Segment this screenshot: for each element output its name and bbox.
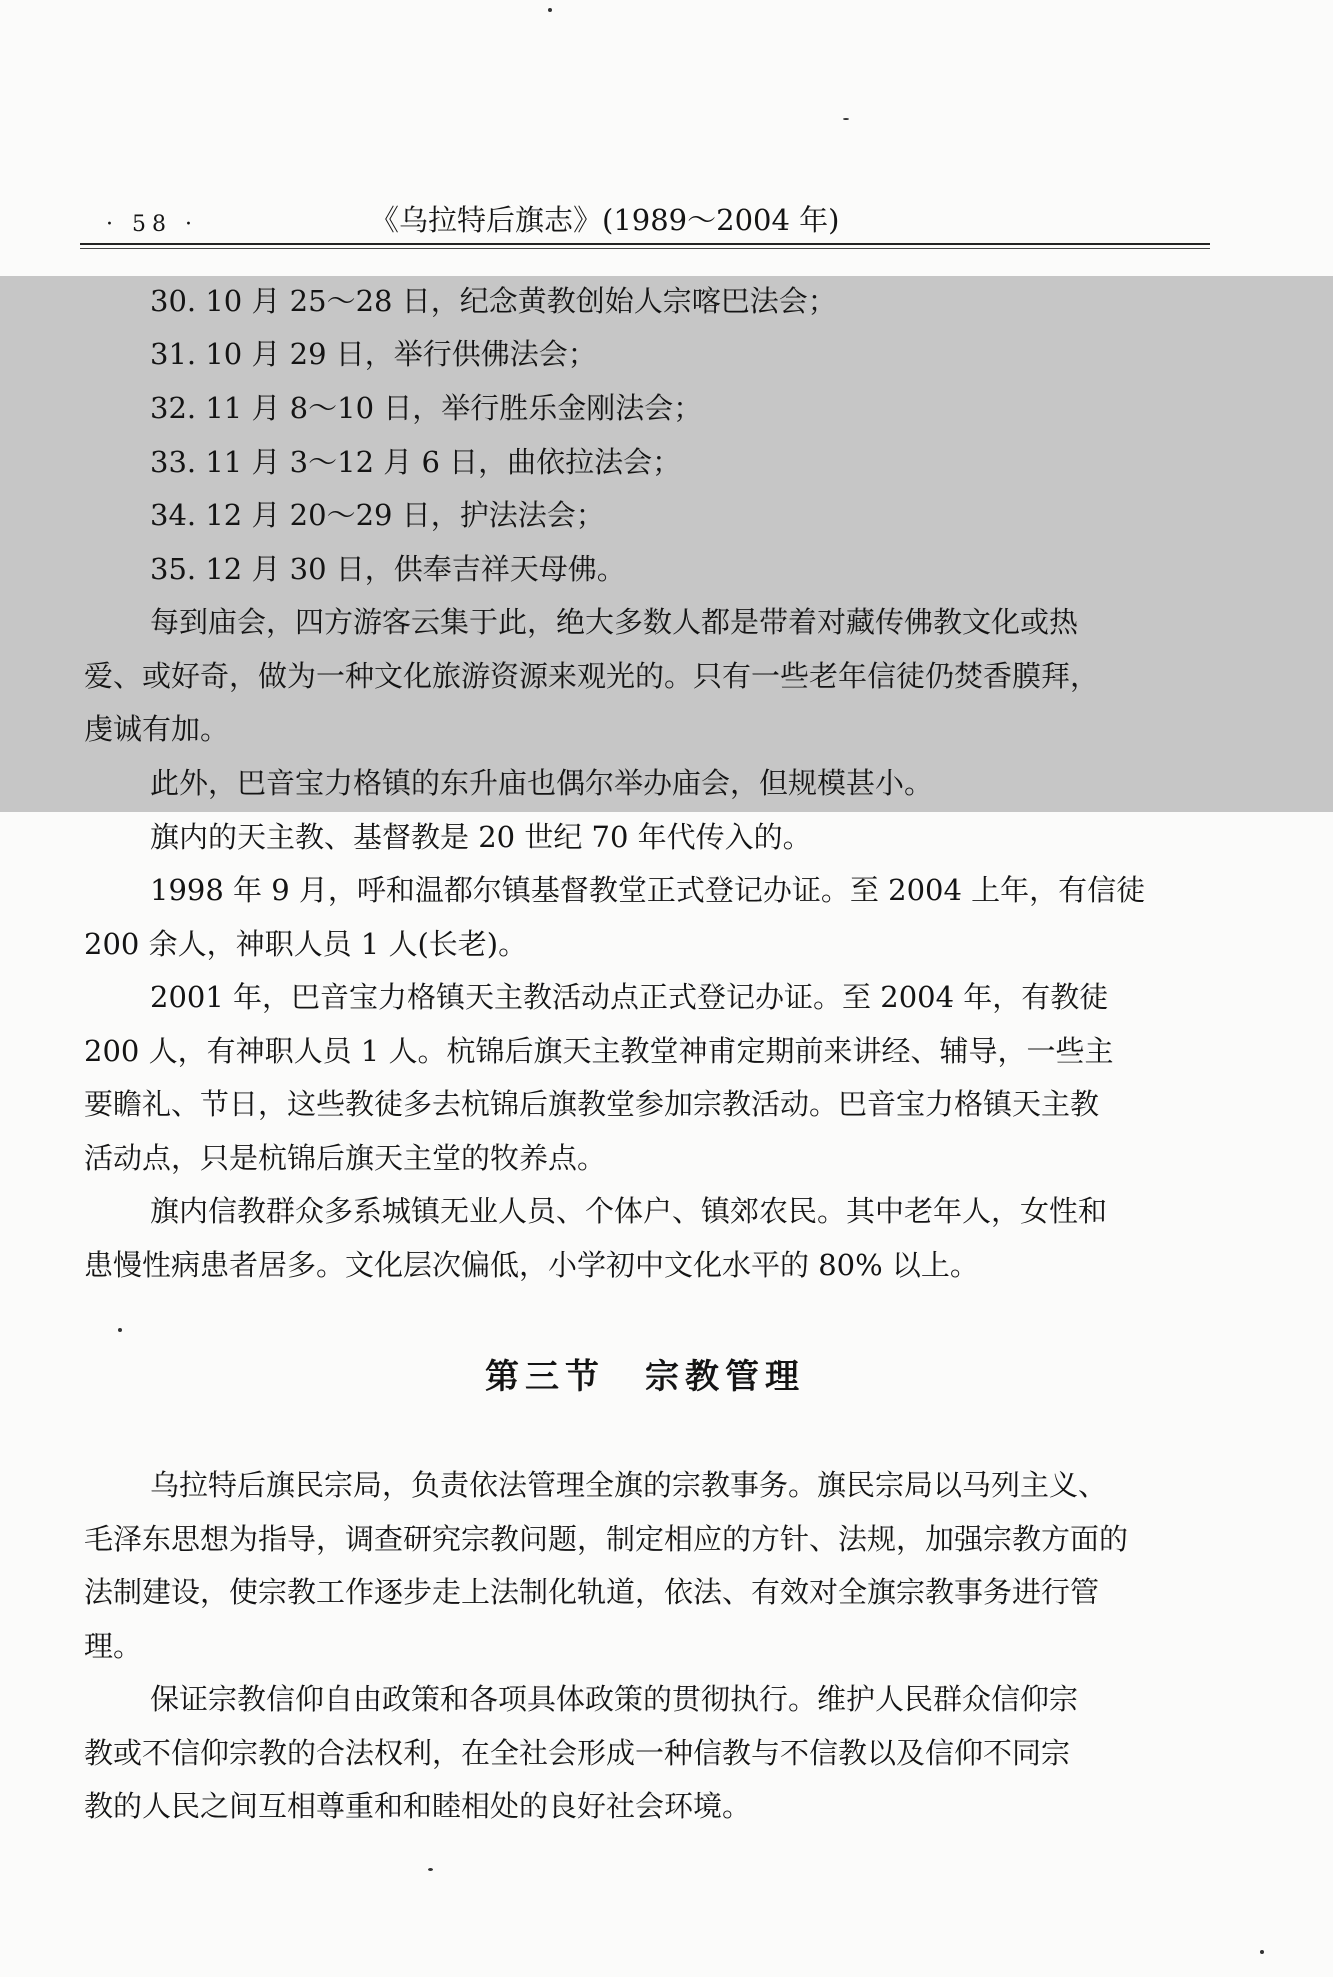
- section-title: 第三节 宗教管理: [485, 1357, 805, 1397]
- text-line: 200 人，有神职人员 1 人。杭锦后旗天主教堂神甫定期前来讲经、辅导，一些主: [84, 1034, 1114, 1068]
- text-line: 要瞻礼、节日，这些教徒多去杭锦后旗教堂参加宗教活动。巴音宝力格镇天主教: [84, 1087, 1100, 1121]
- text-line: 旗内的天主教、基督教是 20 世纪 70 年代传入的。: [150, 820, 812, 854]
- text-line: 理。: [84, 1629, 143, 1663]
- scan-speck: [548, 8, 552, 12]
- text-line: 活动点，只是杭锦后旗天主堂的牧养点。: [84, 1141, 607, 1175]
- text-line: 33. 11 月 3～12 月 6 日，曲依拉法会；: [150, 445, 682, 479]
- text-line: 乌拉特后旗民宗局，负责依法管理全旗的宗教事务。旗民宗局以马列主义、: [150, 1468, 1108, 1502]
- header-rule-thin: [80, 248, 1210, 249]
- text-line: 30. 10 月 25～28 日，纪念黄教创始人宗喀巴法会；: [150, 284, 837, 318]
- scan-speck: [843, 118, 849, 120]
- text-line: 34. 12 月 20～29 日，护法法会；: [150, 498, 605, 532]
- text-line: 教的人民之间互相尊重和和睦相处的良好社会环境。: [84, 1789, 752, 1823]
- header-rule: [80, 243, 1210, 245]
- text-line: 1998 年 9 月，呼和温都尔镇基督教堂正式登记办证。至 2004 上年，有信徒: [150, 873, 1146, 907]
- text-line: 虔诚有加。: [84, 712, 230, 746]
- text-line: 法制建设，使宗教工作逐步走上法制化轨道，依法、有效对全旗宗教事务进行管: [84, 1575, 1100, 1609]
- text-line: 200 余人，神职人员 1 人(长老)。: [84, 927, 528, 961]
- text-line: 爱、或好奇，做为一种文化旅游资源来观光的。只有一些老年信徒仍焚香膜拜，: [84, 659, 1100, 693]
- text-line: 保证宗教信仰自由政策和各项具体政策的贯彻执行。维护人民群众信仰宗: [150, 1682, 1079, 1716]
- text-line: 教或不信仰宗教的合法权利，在全社会形成一种信教与不信教以及信仰不同宗: [84, 1736, 1071, 1770]
- text-line: 31. 10 月 29 日，举行供佛法会；: [150, 337, 597, 371]
- text-line: 此外，巴音宝力格镇的东升庙也偶尔举办庙会，但规模甚小。: [150, 766, 934, 800]
- text-line: 毛泽东思想为指导，调查研究宗教问题，制定相应的方针、法规，加强宗教方面的: [84, 1522, 1129, 1556]
- text-line: 患慢性病患者居多。文化层次偏低，小学初中文化水平的 80% 以上。: [84, 1248, 979, 1282]
- text-line: 35. 12 月 30 日，供奉吉祥天母佛。: [150, 552, 626, 586]
- scan-speck: [118, 1328, 122, 1332]
- scan-speck: [1260, 1950, 1264, 1954]
- text-line: 32. 11 月 8～10 日，举行胜乐金刚法会；: [150, 391, 703, 425]
- page-header: [80, 190, 1210, 240]
- text-line: 旗内信教群众多系城镇无业人员、个体户、镇郊农民。其中老年人，女性和: [150, 1194, 1108, 1228]
- running-title: 《乌拉特后旗志》(1989～2004 年): [370, 203, 840, 237]
- text-line: 每到庙会，四方游客云集于此，绝大多数人都是带着对藏传佛教文化或热: [150, 605, 1079, 639]
- page-number: · 58 ·: [106, 212, 198, 237]
- text-line: 2001 年，巴音宝力格镇天主教活动点正式登记办证。至 2004 年，有教徒: [150, 980, 1109, 1014]
- scan-speck: [428, 1868, 433, 1871]
